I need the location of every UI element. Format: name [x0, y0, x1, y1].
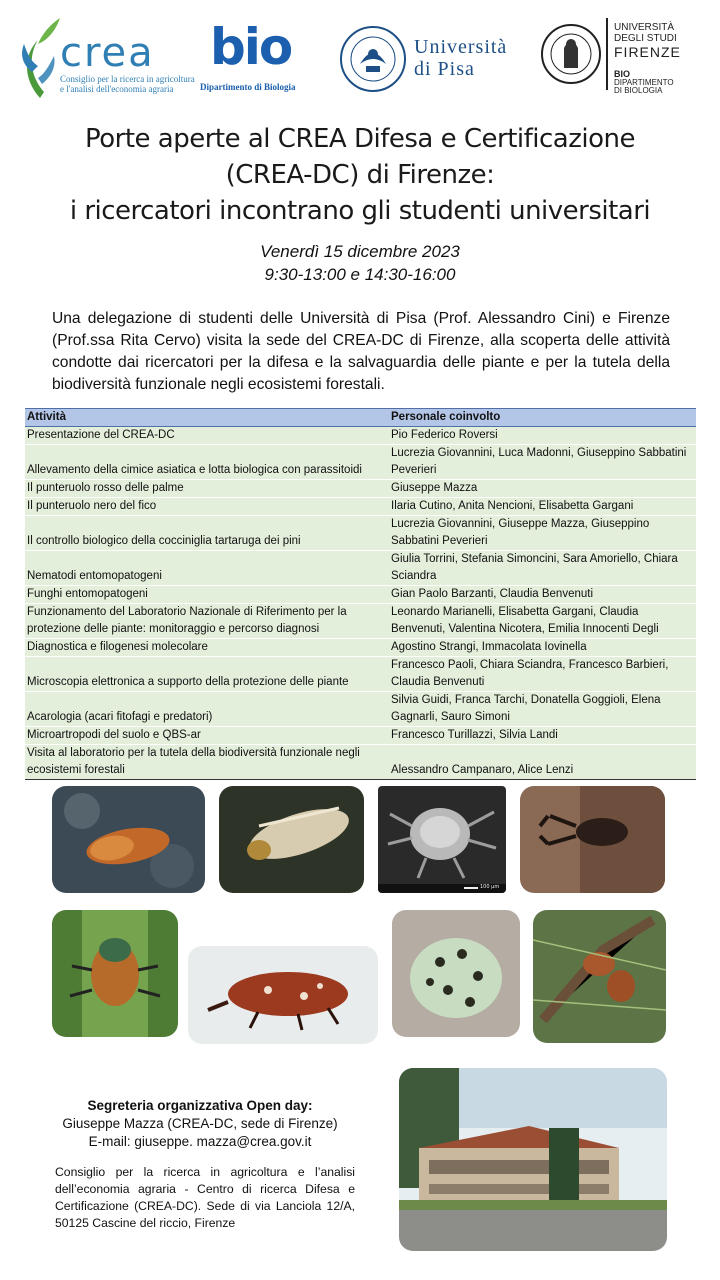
secretariat-block: [50, 1097, 350, 1151]
photo-mite-sem: [378, 786, 506, 893]
table-row: [25, 692, 696, 727]
table-row: [25, 445, 696, 480]
firenze-dept-line2: DI BIOLOGIA: [614, 86, 663, 95]
table-row: [25, 427, 696, 445]
activities-table: [25, 408, 696, 780]
pisa-seal-icon: [338, 24, 408, 94]
pisa-name-line2: di Pisa: [414, 58, 475, 80]
activity-cell: Il punteruolo rosso delle palme: [25, 480, 389, 498]
event-date: Venerdì 15 dicembre 2023: [260, 242, 460, 261]
staff-cell: Gian Paolo Barzanti, Claudia Benvenuti: [389, 586, 696, 604]
address-paragraph: Consiglio per la ricerca in agricoltura e l’analisi dell’economia agraria - Centro di ricerca Difesa e Certificazione (CREA-DC). Sede di via Lanciola 12/A, 50125 Cascine del riccio, Firenze: [55, 1165, 355, 1230]
table-row: [25, 480, 696, 498]
photo-pupa: [52, 786, 205, 893]
activity-cell: Funghi entomopatogeni: [25, 586, 389, 604]
activity-cell: Il punteruolo nero del fico: [25, 498, 389, 516]
firenze-dept: [614, 70, 674, 95]
staff-cell: Francesco Turillazzi, Silvia Landi: [389, 727, 696, 745]
staff-cell: Agostino Strangi, Immacolata Iovinella: [389, 639, 696, 657]
event-date-block: [0, 240, 720, 286]
contact-name: Giuseppe Mazza (CREA-DC, sede di Firenze): [62, 1116, 338, 1131]
table-row: [25, 551, 696, 586]
pisa-logo: [338, 22, 528, 98]
event-hours: 9:30-13:00 e 14:30-16:00: [264, 265, 456, 284]
title-line-1: Porte aperte al CREA Difesa e Certificazione: [84, 124, 635, 154]
crea-logo: [18, 14, 195, 100]
table-row: [25, 498, 696, 516]
photo-pine-scale: [533, 910, 666, 1043]
firenze-line1: UNIVERSITÀ: [614, 22, 675, 33]
activity-cell: Presentazione del CREA-DC: [25, 427, 389, 445]
title-line-2: (CREA-DC) di Firenze:: [225, 160, 495, 190]
activity-cell: Visita al laboratorio per la tutela della biodiversità funzionale negli ecosistemi forestali: [25, 745, 389, 780]
photo-crea-building: [399, 1068, 667, 1251]
staff-cell: Giulia Torrini, Stefania Simoncini, Sara Amoriello, Chiara Sciandra: [389, 551, 696, 586]
staff-cell: Pio Federico Roversi: [389, 427, 696, 445]
firenze-line3: FIRENZE: [614, 44, 681, 60]
photo-japanese-beetle: [52, 910, 178, 1037]
table-row: [25, 657, 696, 692]
crea-wordmark: crea: [60, 30, 155, 76]
bio-logo: [200, 18, 325, 100]
table-row: [25, 516, 696, 551]
activity-cell: Diagnostica e filogenesi molecolare: [25, 639, 389, 657]
staff-cell: Francesco Paoli, Chiara Sciandra, Francesco Barbieri, Claudia Benvenuti: [389, 657, 696, 692]
activity-cell: Il controllo biologico della cocciniglia tartaruga dei pini: [25, 516, 389, 551]
firenze-name: [614, 22, 681, 60]
sem-scalebar-label: 100 µm: [480, 884, 500, 890]
bio-wordmark: bio: [210, 18, 292, 76]
secretariat-title: Segreteria organizzativa Open day:: [87, 1098, 313, 1113]
activity-cell: Microartropodi del suolo e QBS-ar: [25, 727, 389, 745]
staff-cell: Silvia Guidi, Franca Tarchi, Donatella Goggioli, Elena Gagnarli, Sauro Simoni: [389, 692, 696, 727]
photo-weevil: [188, 946, 378, 1044]
table-row: [25, 604, 696, 639]
header-activity: Attività: [25, 409, 389, 427]
logo-bar: [0, 0, 720, 110]
firenze-dept-code: BIO: [614, 69, 631, 79]
staff-cell: Giuseppe Mazza: [389, 480, 696, 498]
pisa-name: [414, 36, 507, 80]
photo-larva: [219, 786, 364, 893]
table-row: [25, 586, 696, 604]
table-row: [25, 745, 696, 780]
crea-subtitle: Consiglio per la ricerca in agricoltura e l'analisi dell'economia agraria: [60, 74, 195, 94]
table-header-row: [25, 409, 696, 427]
table-row: [25, 727, 696, 745]
staff-cell: Ilaria Cutino, Anita Nencioni, Elisabetta Gargani: [389, 498, 696, 516]
pisa-name-line1: Università: [414, 36, 508, 58]
photo-stag-beetle: [520, 786, 665, 893]
staff-cell: Lucrezia Giovannini, Luca Madonni, Giuseppino Sabbatini Peverieri: [389, 445, 696, 480]
activity-cell: Funzionamento del Laboratorio Nazionale di Riferimento per la protezione delle piante: monitoraggio e percorso diagnosi: [25, 604, 389, 639]
firenze-seal-icon: [540, 18, 602, 90]
bio-subtitle: Dipartimento di Biologia: [200, 82, 296, 92]
staff-cell: Leonardo Marianelli, Elisabetta Gargani, Claudia Benvenuti, Valentina Nicotera, Emilia Innocenti Degli: [389, 604, 696, 639]
firenze-dept-line1: DIPARTIMENTO: [614, 78, 674, 87]
firenze-line2: DEGLI STUDI: [614, 33, 677, 44]
staff-cell: Lucrezia Giovannini, Giuseppe Mazza, Giuseppino Sabbatini Peverieri: [389, 516, 696, 551]
event-title: [20, 121, 700, 229]
staff-cell: Alessandro Campanaro, Alice Lenzi: [389, 745, 696, 780]
header-staff: Personale coinvolto: [389, 409, 696, 427]
table-row: [25, 639, 696, 657]
firenze-divider: [606, 18, 608, 90]
title-line-3: i ricercatori incontrano gli studenti universitari: [69, 196, 651, 226]
crea-leaf-icon: [18, 14, 62, 100]
activity-cell: Allevamento della cimice asiatica e lotta biologica con parassitoidi: [25, 445, 389, 480]
contact-email[interactable]: E-mail: giuseppe. mazza@crea.gov.it: [88, 1134, 312, 1149]
activity-cell: Acarologia (acari fitofagi e predatori): [25, 692, 389, 727]
photo-scale-insects: [392, 910, 520, 1037]
intro-paragraph: Una delegazione di studenti delle Università di Pisa (Prof. Alessandro Cini) e Firenze (Prof.ssa Rita Cervo) visita la sede del CREA-DC di Firenze, alla scoperta delle attività condotte dai ricercatori per la difesa e la salvaguardia delle piante e per la tutela della biodiversità funzionale negli ecosistemi forestali.: [52, 310, 670, 393]
activity-cell: Microscopia elettronica a supporto della protezione delle piante: [25, 657, 389, 692]
activity-cell: Nematodi entomopatogeni: [25, 551, 389, 586]
firenze-logo: [540, 18, 710, 98]
